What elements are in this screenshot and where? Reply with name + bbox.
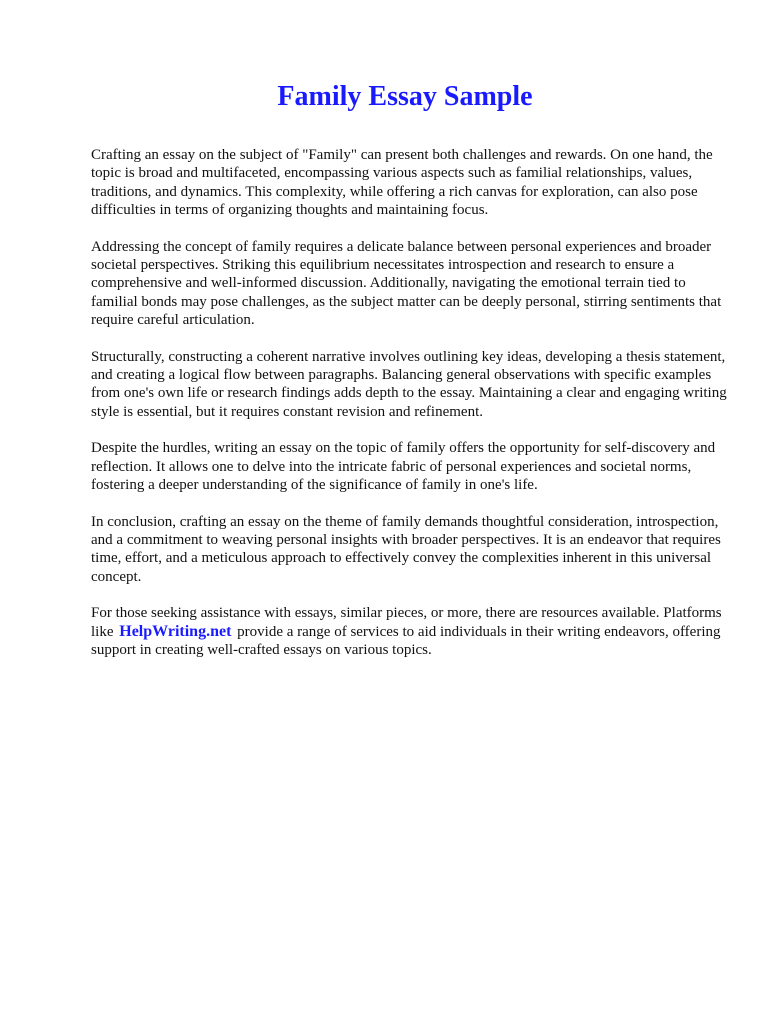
paragraph-6-before-link: For those seeking assistance with essays, similar pieces, or more, there are resources available. Platforms like bbox=[91, 605, 722, 640]
paragraph-4: Despite the hurdles, writing an essay on the topic of family offers the opportunity for self-discovery and reflection. It allows one to delve into the intricate fabric of personal experiences and societal norms, fostering a deeper understanding of the significance of family in one's life. bbox=[91, 440, 716, 494]
document-body bbox=[91, 146, 731, 677]
paragraph-2: Addressing the concept of family requires a delicate balance between personal experiences and broader societal perspectives. Striking this equilibrium necessitates introspection and research to ensure a comprehensive and well-informed discussion. Additionally, navigating the emotional terrain tied to familial bonds may pose challenges, as the subject matter can be deeply personal, stirring sentiments that require careful articulation. bbox=[91, 238, 722, 329]
paragraph-6 bbox=[91, 604, 731, 659]
document-title: Family Essay Sample bbox=[277, 81, 533, 112]
paragraph-5: In conclusion, crafting an essay on the theme of family demands thoughtful consideration, introspection, and a commitment to weaving personal insights with broader perspectives. It is an endeavor that requires time, effort, and a meticulous approach to effectively convey the complexities inherent in this universal concept. bbox=[91, 513, 721, 585]
paragraph-3: Structurally, constructing a coherent narrative involves outlining key ideas, developing a thesis statement, and creating a logical flow between paragraphs. Balancing general observations with specific examples from one's own life or research findings adds depth to the essay. Maintaining a clear and engaging writing style is essential, but it requires constant revision and refinement. bbox=[91, 348, 727, 420]
helpwriting-link[interactable]: HelpWriting.net bbox=[119, 622, 232, 640]
paragraph-1: Crafting an essay on the subject of "Family" can present both challenges and rewards. On one hand, the topic is broad and multifaceted, encompassing various aspects such as familial relationships, values, traditions, and dynamics. This complexity, while offering a rich canvas for exploration, can also pose difficulties in terms of organizing thoughts and maintaining focus. bbox=[91, 147, 713, 219]
paragraph-6-after-link: provide a range of services to aid individuals in their writing endeavors, offering support in creating well-crafted essays on various topics. bbox=[91, 623, 721, 658]
